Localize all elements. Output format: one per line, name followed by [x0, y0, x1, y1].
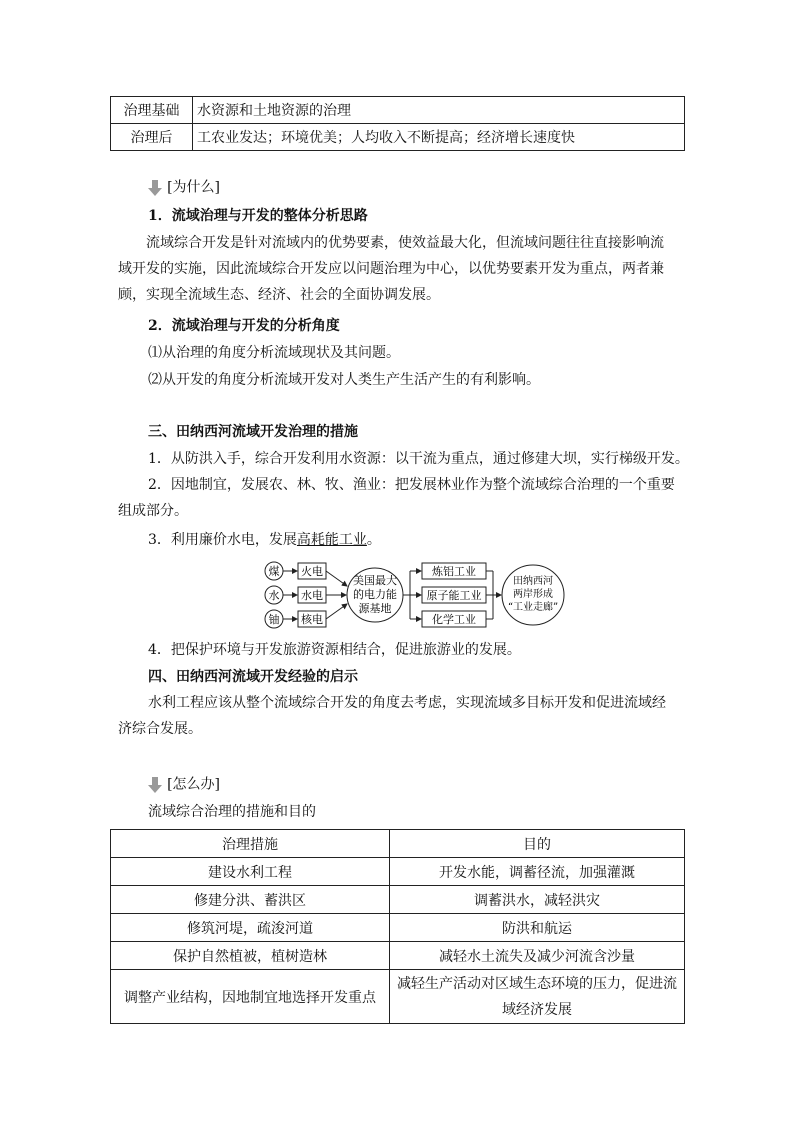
industry-label: 原子能工业 — [426, 589, 482, 602]
measure-2 — [118, 472, 688, 524]
table-cell: 治理基础 — [111, 97, 193, 124]
governance-table — [110, 96, 685, 151]
table-cell: 调蓄洪水，减轻洪灾 — [390, 886, 685, 914]
why-heading-2: 2．流域治理与开发的分析角度 — [148, 318, 340, 334]
section-4-paragraph — [118, 690, 688, 742]
paragraph-line: 域开发的实施，因此流域综合开发应以问题治理为中心，以优势要素开发为重点，两者兼 — [118, 261, 664, 277]
node-line: “工业走廊” — [507, 602, 559, 613]
table-cell: 减轻水土流失及减少河流含沙量 — [390, 942, 685, 970]
table-row — [111, 858, 685, 886]
node-line: 美国最大 — [353, 574, 397, 587]
table-row — [111, 97, 685, 124]
cell-line: 域经济发展 — [502, 1001, 572, 1018]
table-row — [111, 124, 685, 151]
plant-nuclear — [298, 611, 326, 627]
table-row — [111, 914, 685, 942]
source-coal — [265, 562, 283, 580]
table-cell: 治理后 — [111, 124, 193, 151]
measure-4: 4．把保护环境与开发旅游资源相结合，促进旅游业的发展。 — [148, 642, 521, 658]
paragraph-line: 济综合发展。 — [118, 721, 202, 737]
table-cell: 调整产业结构，因地制宜地选择开发重点 — [111, 970, 390, 1024]
measure-3 — [148, 530, 381, 550]
table-row — [111, 886, 685, 914]
industrial-corridor-node — [502, 565, 564, 625]
down-arrow-icon — [148, 180, 162, 196]
measures-table — [110, 829, 685, 1024]
industry-label: 化学工业 — [432, 613, 476, 626]
table-cell — [390, 970, 685, 1024]
table-cell: 防洪和航运 — [390, 914, 685, 942]
table-cell: 建设水利工程 — [111, 858, 390, 886]
industry-aluminum — [422, 563, 486, 579]
section-3-title: 三、田纳西河流域开发治理的措施 — [148, 424, 358, 440]
industry-flow-diagram — [255, 556, 575, 632]
table-cell: 修筑河堤，疏浚河道 — [111, 914, 390, 942]
table-row — [111, 970, 685, 1024]
paragraph-line: 水利工程应该从整个流域综合开发的角度去考虑，实现流域多目标开发和促进流域经 — [148, 695, 666, 711]
source-uranium — [265, 610, 283, 628]
measure-1: 1．从防洪入手，综合开发利用水资源：以干流为重点，通过修建大坝，实行梯级开发。 — [148, 451, 689, 467]
table-cell: 工农业发达；环境优美；人均收入不断提高；经济增长速度快 — [193, 124, 685, 151]
flow-arrow — [326, 571, 347, 586]
source-label: 煤 — [268, 565, 280, 578]
table-header: 治理措施 — [111, 830, 390, 858]
paragraph-line: 组成部分。 — [118, 503, 188, 519]
industry-chemical — [422, 611, 486, 627]
measure-3-suffix: 。 — [366, 532, 381, 548]
flow-arrow — [326, 604, 347, 619]
table-header: 目的 — [390, 830, 685, 858]
measure-3-underlined: 高耗能工业 — [296, 532, 367, 548]
node-line: 的电力能 — [353, 588, 397, 601]
cell-line: 减轻生产活动对区域生态环境的压力，促进流 — [397, 975, 677, 992]
plant-label: 火电 — [301, 565, 323, 578]
table-cell: 修建分洪、蓄洪区 — [111, 886, 390, 914]
table-cell: 开发水能，调蓄径流，加强灌溉 — [390, 858, 685, 886]
section-4-title: 四、田纳西河流域开发经验的启示 — [148, 669, 358, 685]
node-line: 源基地 — [358, 602, 392, 615]
industry-atomic — [422, 587, 486, 603]
node-line: 两岸形成 — [513, 589, 553, 600]
why-tag: [为什么] — [167, 179, 221, 196]
why-heading-1: 1．流域治理与开发的整体分析思路 — [148, 208, 368, 224]
measure-3-prefix: 3．利用廉价水电，发展 — [148, 532, 297, 548]
table-header-row — [111, 830, 685, 858]
how-header — [148, 774, 220, 795]
how-caption: 流域综合治理的措施和目的 — [148, 804, 316, 820]
why-paragraph-1 — [118, 230, 688, 308]
plant-label: 核电 — [301, 613, 323, 626]
table-cell: 保护自然植被，植树造林 — [111, 942, 390, 970]
plant-label: 水电 — [301, 589, 323, 602]
why-angle-2: ⑵从开发的角度分析流域开发对人类生产生活产生的有利影响。 — [148, 372, 540, 388]
node-line: 田纳西河 — [513, 576, 553, 587]
paragraph-line: 流域综合开发是针对流域内的优势要素，使效益最大化，但流域问题往往直接影响流 — [146, 235, 664, 251]
source-label: 铀 — [268, 613, 280, 626]
table-row — [111, 942, 685, 970]
plant-hydro — [298, 587, 326, 603]
down-arrow-icon — [148, 777, 162, 793]
paragraph-line: 顾，实现全流域生态、经济、社会的全面协调发展。 — [118, 287, 440, 303]
power-base-node — [347, 568, 403, 622]
how-tag: [怎么办] — [167, 776, 221, 793]
table-cell: 水资源和土地资源的治理 — [193, 97, 685, 124]
why-angle-1: ⑴从治理的角度分析流域现状及其问题。 — [148, 345, 400, 361]
source-water — [265, 586, 283, 604]
why-header — [148, 177, 220, 198]
industry-label: 炼铝工业 — [432, 565, 476, 578]
plant-thermal — [298, 563, 326, 579]
source-label: 水 — [268, 589, 280, 602]
paragraph-line: 2．因地制宜，发展农、林、牧、渔业：把发展林业作为整个流域综合治理的一个重要 — [148, 477, 675, 493]
